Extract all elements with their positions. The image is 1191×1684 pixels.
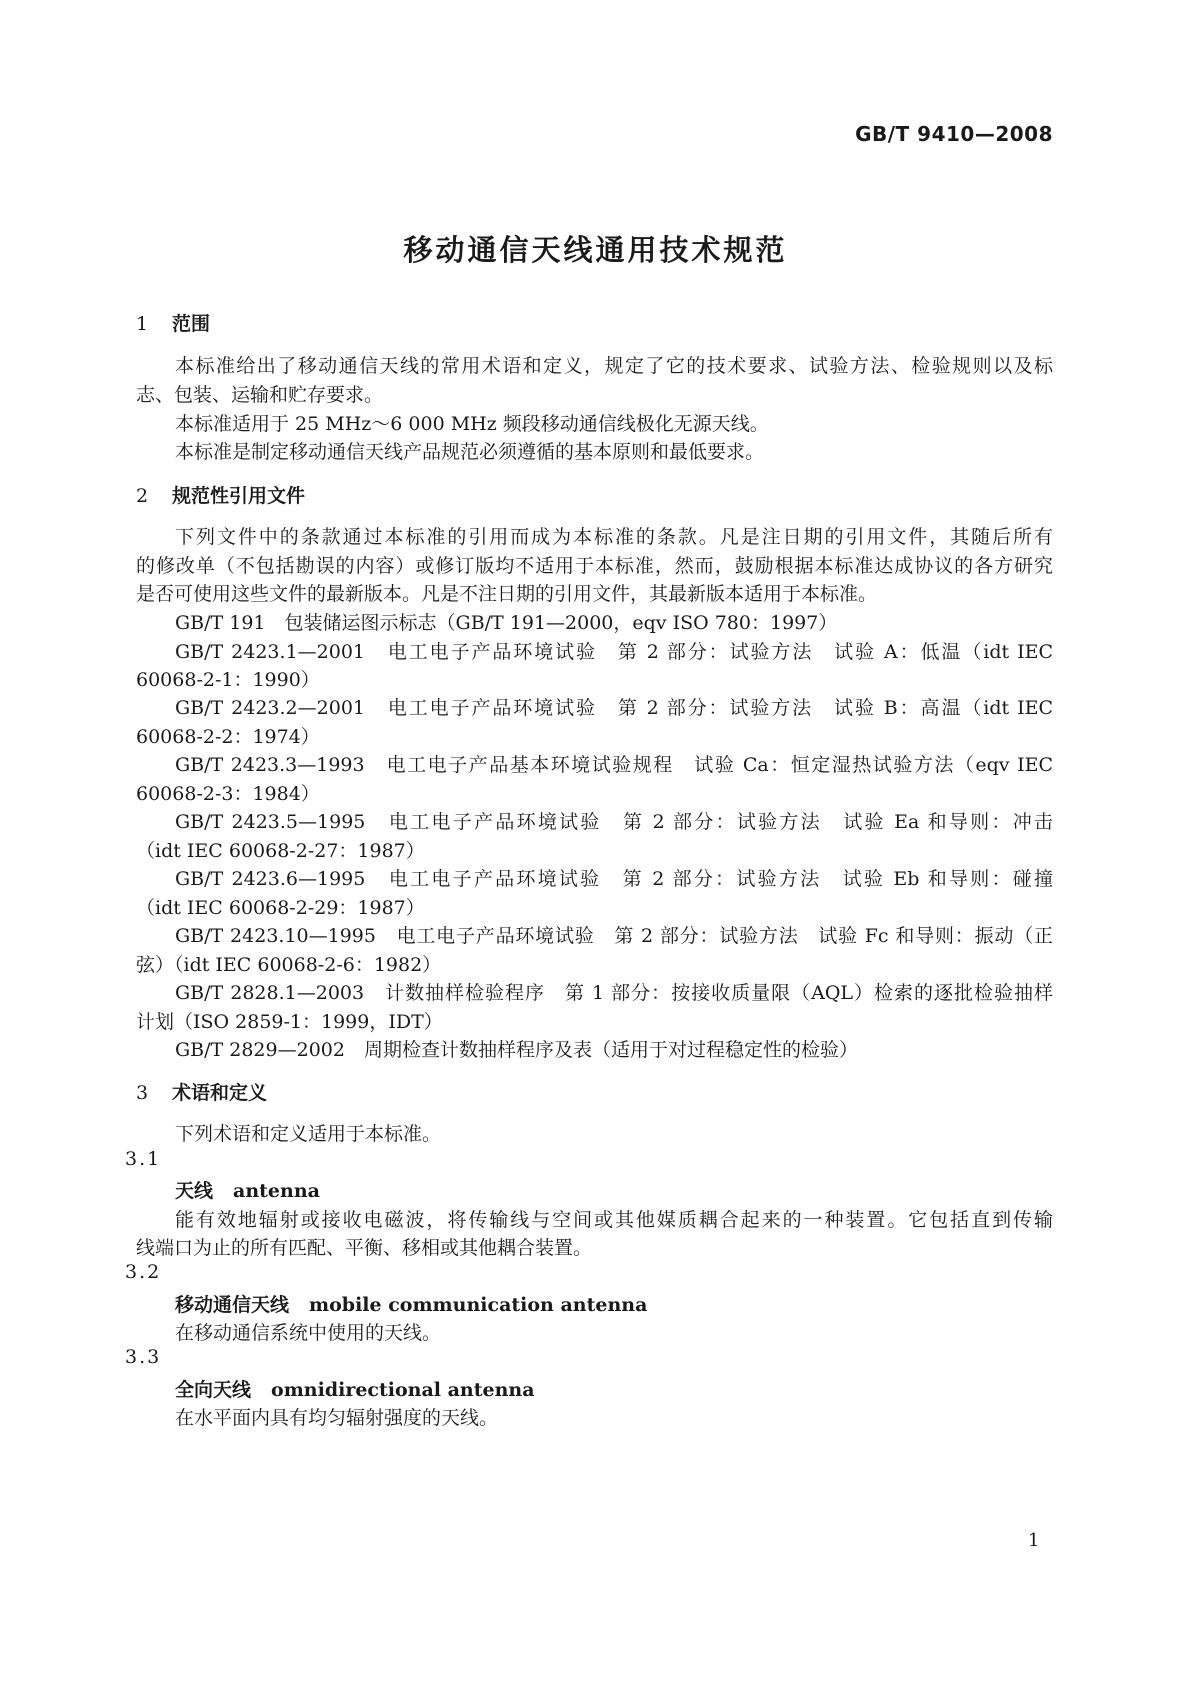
term-en: omnidirectional antenna xyxy=(271,1379,535,1401)
term-zh: 全向天线 xyxy=(175,1379,252,1401)
paragraph-line: 下列文件中的条款通过本标准的引用而成为本标准的条款。凡是注日期的引用文件，其随后所有 xyxy=(175,526,1053,548)
reference-line: （idt IEC 60068-2-29：1987） xyxy=(136,897,425,919)
reference-line: （idt IEC 60068-2-27：1987） xyxy=(136,840,425,862)
section-number: 1 xyxy=(136,313,149,335)
reference-line: 60068-2-1：1990） xyxy=(136,669,320,691)
paragraph-line: 下列术语和定义适用于本标准。 xyxy=(175,1123,442,1145)
reference-line: 60068-2-2：1974） xyxy=(136,726,320,748)
reference-line: GB/T 2423.6—1995 电工电子产品环境试验 第 2 部分：试验方法 试验 Eb 和导则：碰撞 xyxy=(175,868,1053,890)
reference-line: GB/T 2828.1—2003 计数抽样检验程序 第 1 部分：按接收质量限（AQL）检索的逐批检验抽样 xyxy=(175,982,1053,1004)
paragraph-line: 是否可使用这些文件的最新版本。凡是不注日期的引用文件，其最新版本适用于本标准。 xyxy=(136,583,878,605)
section-2-heading xyxy=(136,481,305,508)
clause-number: 3.2 xyxy=(125,1261,162,1283)
paragraph-line: 本标准给出了移动通信天线的常用术语和定义，规定了它的技术要求、试验方法、检验规则以及标 xyxy=(175,355,1053,377)
section-title: 范围 xyxy=(172,313,211,335)
reference-line: 60068-2-3：1984） xyxy=(136,783,320,805)
section-title: 规范性引用文件 xyxy=(172,485,306,507)
reference-line: GB/T 2423.2—2001 电工电子产品环境试验 第 2 部分：试验方法 试验 B：高温（idt IEC xyxy=(175,697,1053,719)
paragraph-line: 志、包装、运输和贮存要求。 xyxy=(136,384,384,406)
definition-line: 线端口为止的所有匹配、平衡、移相或其他耦合装置。 xyxy=(136,1237,593,1259)
clause-number: 3.1 xyxy=(125,1148,162,1170)
definition-line: 能有效地辐射或接收电磁波，将传输线与空间或其他媒质耦合起来的一种装置。它包括直到传输 xyxy=(175,1209,1053,1231)
clause-number: 3.3 xyxy=(125,1346,162,1368)
section-number: 2 xyxy=(136,485,149,507)
term-zh: 移动通信天线 xyxy=(175,1294,290,1316)
term-en: mobile communication antenna xyxy=(309,1294,648,1316)
reference-line: GB/T 2423.5—1995 电工电子产品环境试验 第 2 部分：试验方法 试验 Ea 和导则：冲击 xyxy=(175,811,1053,833)
term-en: antenna xyxy=(233,1180,320,1202)
reference-line: 弦）（idt IEC 60068-2-6：1982） xyxy=(136,954,442,976)
reference-line: 计划（ISO 2859-1：1999，IDT） xyxy=(136,1011,443,1033)
term-heading xyxy=(175,1375,535,1402)
reference-line: GB/T 2423.10—1995 电工电子产品环境试验 第 2 部分：试验方法 试验 Fc 和导则：振动（正 xyxy=(175,925,1053,947)
reference-line: GB/T 2423.3—1993 电工电子产品基本环境试验规程 试验 Ca：恒定湿热试验方法（eqv IEC xyxy=(175,754,1053,776)
document-number: GB/T 9410—2008 xyxy=(855,122,1053,146)
reference-line: GB/T 2423.1—2001 电工电子产品环境试验 第 2 部分：试验方法 试验 A：低温（idt IEC xyxy=(175,641,1053,663)
reference-line: GB/T 191 包装储运图示标志（GB/T 191—2000，eqv ISO 780：1997） xyxy=(175,612,838,634)
paragraph-line: 的修改单（不包括勘误的内容）或修订版均不适用于本标准，然而，鼓励根据本标准达成协议的各方研究 xyxy=(136,555,1053,577)
definition-line: 在移动通信系统中使用的天线。 xyxy=(175,1322,442,1344)
section-1-heading xyxy=(136,309,210,336)
reference-line: GB/T 2829—2002 周期检查计数抽样程序及表（适用于对过程稳定性的检验） xyxy=(175,1039,858,1061)
paragraph-line: 本标准是制定移动通信天线产品规范必须遵循的基本原则和最低要求。 xyxy=(175,441,765,463)
definition-line: 在水平面内具有均匀辐射强度的天线。 xyxy=(175,1407,499,1429)
page-title: 移动通信天线通用技术规范 xyxy=(403,233,788,267)
section-title: 术语和定义 xyxy=(172,1082,268,1104)
page-number: 1 xyxy=(1028,1530,1040,1551)
term-zh: 天线 xyxy=(175,1180,214,1202)
section-3-heading xyxy=(136,1078,267,1105)
term-heading xyxy=(175,1176,320,1203)
section-number: 3 xyxy=(136,1082,149,1104)
paragraph-line: 本标准适用于 25 MHz～6 000 MHz 频段移动通信线极化无源天线。 xyxy=(175,413,769,435)
term-heading xyxy=(175,1290,647,1317)
